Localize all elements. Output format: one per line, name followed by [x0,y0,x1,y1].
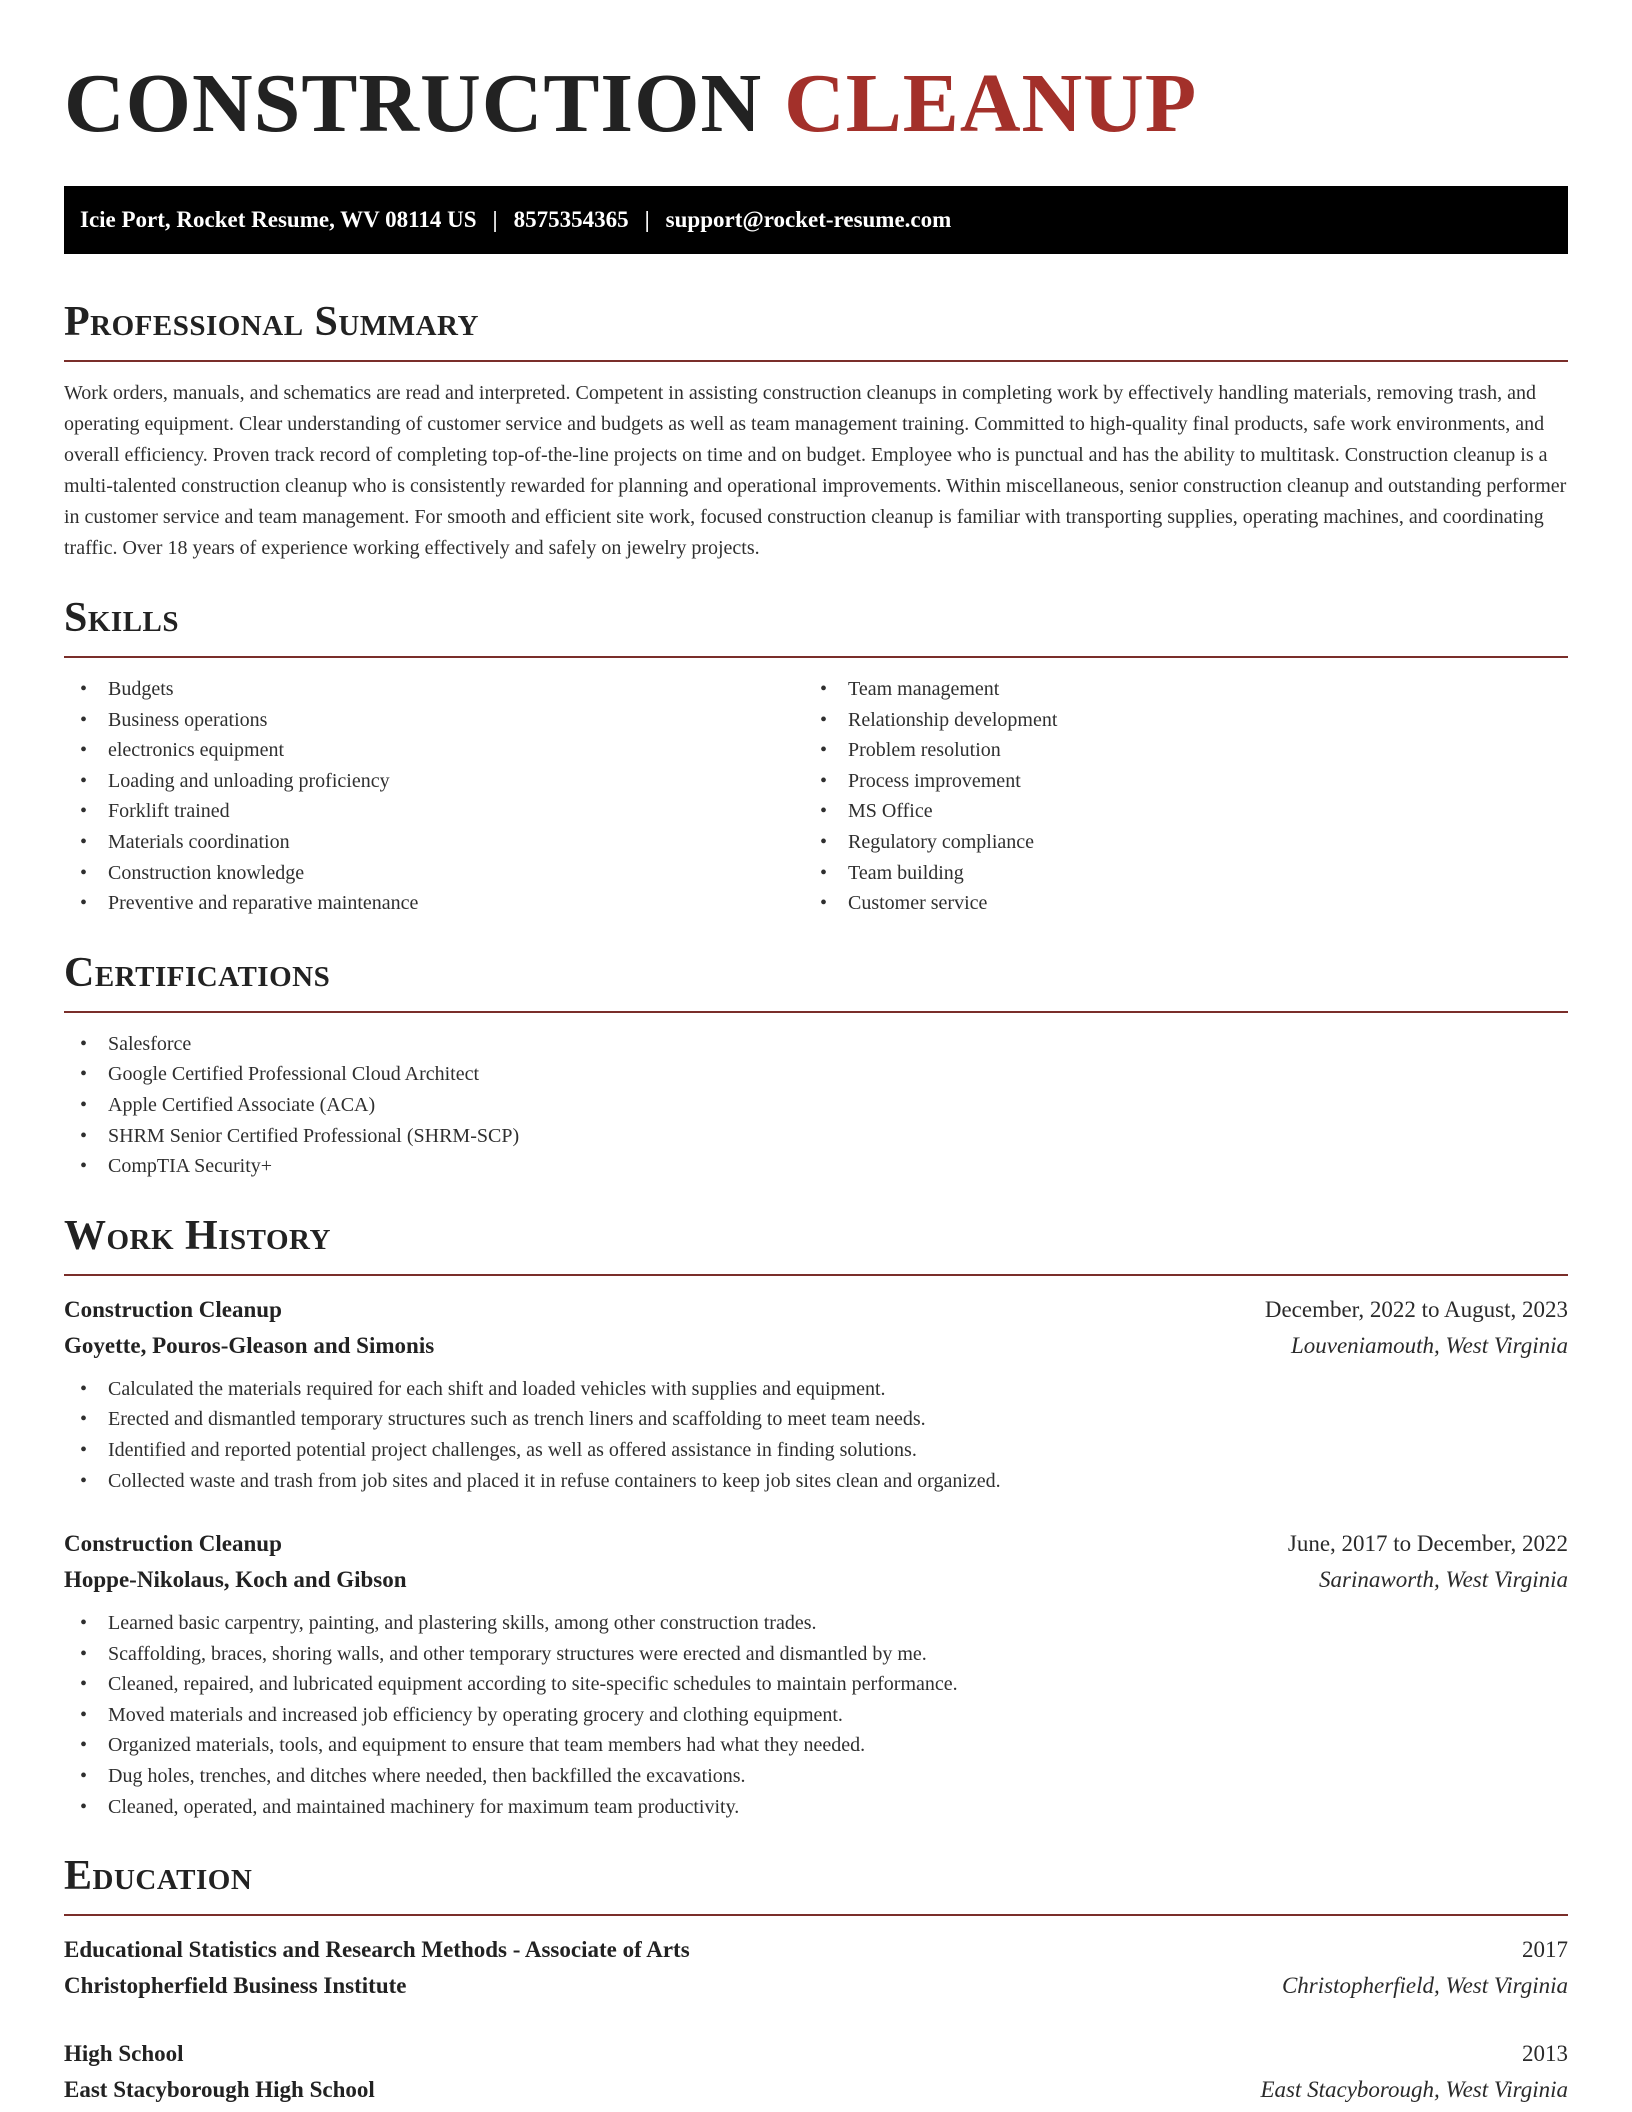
skill-item: • electronics equipment [64,735,804,766]
job-dates: December, 2022 to August, 2023 [1264,1296,1568,1322]
skill-item: • Loading and unloading proficiency [64,766,804,797]
education-school-row [64,1968,1568,2004]
contact-phone: 8575354365 [513,207,629,232]
certification-item: • Salesforce [64,1029,1568,1060]
job-duty: • Dug holes, trenches, and ditches where needed, then backfilled the excavations. [64,1761,1568,1792]
education-section [64,1852,1568,2108]
section-divider [64,1011,1568,1013]
contact-bar [64,186,1568,254]
skill-item: • Relationship development [804,705,1544,736]
education-degree-row [64,2036,1568,2072]
certification-item: • Apple Certified Associate (ACA) [64,1090,1568,1121]
skill-item: • Construction knowledge [64,858,804,889]
job-company: Goyette, Pouros-Gleason and Simonis [64,1332,435,1358]
section-title-education: Education [64,1853,253,1900]
skill-item: • Customer service [804,888,1544,919]
skills-list-left [64,674,804,919]
job-header-row [64,1526,1568,1562]
section-title-certifications: Certifications [64,949,331,996]
section-divider [64,1274,1568,1276]
job-duty: • Learned basic carpentry, painting, and plastering skills, among other construction trades. [64,1608,1568,1639]
section-divider [64,656,1568,658]
education-degree: High School [64,2041,184,2067]
job-duty: • Erected and dismantled temporary structures such as trench liners and scaffolding to meet team needs. [64,1404,1568,1435]
skill-item: • Regulatory compliance [804,827,1544,858]
job-duty: • Collected waste and trash from job sites and placed it in refuse containers to keep job sites clean and organized. [64,1466,1568,1497]
education-entry [64,1932,1568,2004]
skill-item: • Problem resolution [804,735,1544,766]
section-title-work-history: Work History [64,1212,331,1259]
certifications-list [64,1029,1568,1182]
job-duties-list [64,1374,1568,1496]
section-title-skills: Skills [64,595,180,641]
contact-email: support@rocket-resume.com [665,207,952,232]
skill-item: • Team management [804,674,1544,705]
education-location: East Stacyborough, West Virginia [1260,2077,1568,2103]
job-company-row [64,1562,1568,1598]
name-first: CONSTRUCTION [64,57,763,150]
job-duties-list [64,1608,1568,1822]
job-duty: • Cleaned, operated, and maintained machinery for maximum team productivity. [64,1792,1568,1823]
education-school: Christopherfield Business Institute [64,1973,407,1999]
job-title: Construction Cleanup [64,1296,282,1322]
professional-summary-section [64,298,1568,564]
resume-page [64,0,1568,2108]
education-entry [64,2036,1568,2108]
certification-item: • CompTIA Security+ [64,1151,1568,1182]
job-header-row [64,1292,1568,1328]
job-entry [64,1292,1568,1496]
job-duty: • Scaffolding, braces, shoring walls, and other temporary structures were erected and dismantled by me. [64,1639,1568,1670]
certifications-section [64,949,1568,1182]
job-duty: • Cleaned, repaired, and lubricated equipment according to site-specific schedules to maintain performance. [64,1669,1568,1700]
job-dates: June, 2017 to December, 2022 [1287,1531,1568,1557]
certification-item: • SHRM Senior Certified Professional (SHRM-SCP) [64,1121,1568,1152]
job-duty: • Moved materials and increased job efficiency by operating grocery and clothing equipment. [64,1700,1568,1731]
job-duty: • Calculated the materials required for each shift and loaded vehicles with supplies and equipment. [64,1374,1568,1405]
work-history-section [64,1212,1568,1823]
education-school-row [64,2072,1568,2108]
job-entry [64,1526,1568,1822]
job-location: Sarinaworth, West Virginia [1319,1567,1568,1593]
education-school: East Stacyborough High School [64,2077,375,2103]
section-title-summary: Professional Summary [64,299,479,345]
education-year: 2017 [1522,1937,1568,1963]
skill-item: • Team building [804,858,1544,889]
skill-item: • Materials coordination [64,827,804,858]
skill-item: • Preventive and reparative maintenance [64,888,804,919]
education-location: Christopherfield, West Virginia [1281,1973,1568,1999]
section-divider [64,1914,1568,1916]
skills-section [64,594,1568,919]
job-company-row [64,1328,1568,1364]
summary-text: Work orders, manuals, and schematics are read and interpreted. Competent in assisting construction cleanups in completing work by effectively handling materials, removing trash, and operating equipment. Clear understanding of customer service and budgets as well as team management training. Committed to high-quality final products, safe work environments, and overall efficiency. Proven track record of completing top-of-the-line projects on time and on budget. Employee who is punctual and has the ability to multitask. Construction cleanup is a multi-talented construction cleanup who is consistently rewarded for planning and operational improvements. Within miscellaneous, senior construction cleanup and outstanding performer in customer service and team management. For smooth and efficient site work, focused construction cleanup is familiar with transporting supplies, operating machines, and coordinating traffic. Over 18 years of experience working effectively and safely on jewelry projects. [64,382,1567,559]
education-degree-row [64,1932,1568,1968]
skill-item: • Business operations [64,705,804,736]
job-title: Construction Cleanup [64,1531,282,1557]
job-duty: • Identified and reported potential project challenges, as well as offered assistance in finding solutions. [64,1435,1568,1466]
job-company: Hoppe-Nikolaus, Koch and Gibson [64,1567,407,1593]
education-degree: Educational Statistics and Research Methods - Associate of Arts [64,1937,690,1963]
candidate-name [64,56,1568,152]
job-location: Louveniamouth, West Virginia [1290,1332,1568,1358]
contact-separator: | [492,207,498,232]
skills-list-right [804,674,1544,919]
name-last: CLEANUP [784,57,1198,150]
skill-item: • Process improvement [804,766,1544,797]
contact-separator: | [644,207,650,232]
job-duty: • Organized materials, tools, and equipment to ensure that team members had what they needed. [64,1730,1568,1761]
skill-item: • Budgets [64,674,804,705]
skills-columns [64,674,1568,919]
contact-address: Icie Port, Rocket Resume, WV 08114 US [80,207,477,232]
section-divider [64,360,1568,362]
education-year: 2013 [1522,2041,1568,2067]
skill-item: • MS Office [804,796,1544,827]
skill-item: • Forklift trained [64,796,804,827]
certification-item: • Google Certified Professional Cloud Architect [64,1059,1568,1090]
